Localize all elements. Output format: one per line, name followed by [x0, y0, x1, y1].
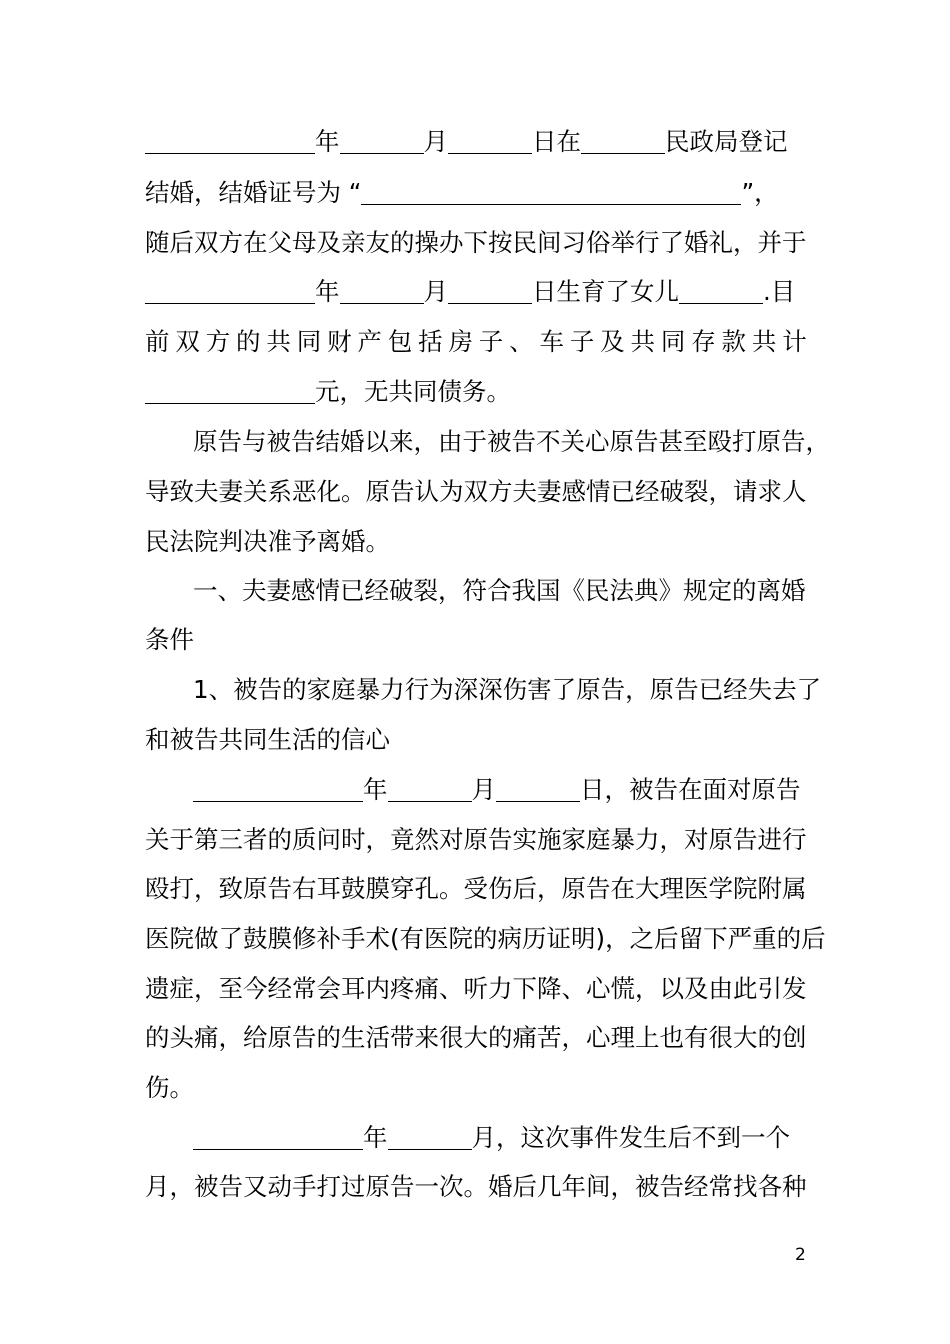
blank-month — [340, 275, 424, 304]
text-line: 的头痛，给原告的生活带来很大的痛苦，心理上也有很大的创 — [145, 1023, 807, 1052]
marriage-date-line: 年 月 日在 民政局登记 — [145, 122, 788, 162]
blank-certificate-number — [361, 176, 741, 205]
blank-month — [388, 1121, 472, 1150]
incident-date-line: 年 月 日，被告在面对原告 — [193, 770, 801, 810]
blank-day — [448, 275, 532, 304]
second-incident-line: 年 月，这次事件发生后不到一个 — [193, 1118, 790, 1158]
blank-daughter-name — [679, 275, 763, 304]
blank-bureau — [581, 125, 665, 154]
text-line: 殴打，致原告右耳鼓膜穿孔。受伤后，原告在大理医学院附属 — [145, 874, 807, 903]
text-line: 原告与被告结婚以来，由于被告不关心原告甚至殴打原告， — [193, 427, 830, 456]
text-line: 随后双方在父母及亲友的操办下按民间习俗举行了婚礼，并于 — [145, 228, 807, 257]
certificate-line: 结婚，结婚证号为 “ ”， — [145, 178, 779, 207]
property-line: 前 双 方 的 共 同 财 产 包 括 房 子 、 车 子 及 共 同 存 款 共 计 — [145, 327, 807, 356]
blank-year — [193, 1121, 363, 1150]
blank-amount — [145, 375, 315, 404]
blank-day — [496, 773, 580, 802]
blank-month — [340, 125, 424, 154]
text-line: 导致夫妻关系恶化。原告认为双方夫妻感情已经破裂，请求人 — [145, 477, 807, 506]
text-line: 伤。 — [145, 1073, 194, 1102]
text-line: 民法院判决准予离婚。 — [145, 527, 390, 556]
blank-year — [145, 125, 315, 154]
section-heading: 一、夫妻感情已经破裂，符合我国《民法典》规定的离婚 — [193, 576, 806, 605]
page-number: 2 — [795, 1245, 806, 1265]
amount-line: 元，无共同债务。 — [145, 372, 511, 412]
blank-year — [145, 275, 315, 304]
text-line: 月，被告又动手打过原告一次。婚后几年间，被告经常找各种 — [145, 1172, 807, 1201]
subsection-heading-cont: 和被告共同生活的信心 — [145, 725, 390, 754]
text-line: 关于第三者的质问时，竟然对原告实施家庭暴力，对原告进行 — [145, 825, 807, 854]
text-line: 遗症，至今经常会耳内疼痛、听力下降、心慌，以及由此引发 — [145, 974, 807, 1003]
section-heading-cont: 条件 — [145, 625, 194, 654]
blank-year — [193, 773, 363, 802]
blank-day — [448, 125, 532, 154]
birth-date-line: 年 月 日生育了女儿 .目 — [145, 272, 795, 312]
text-line: 医院做了鼓膜修补手术(有医院的病历证明)，之后留下严重的后 — [145, 924, 826, 953]
subsection-heading: 1、被告的家庭暴力行为深深伤害了原告，原告已经失去了 — [193, 675, 822, 704]
blank-month — [388, 773, 472, 802]
